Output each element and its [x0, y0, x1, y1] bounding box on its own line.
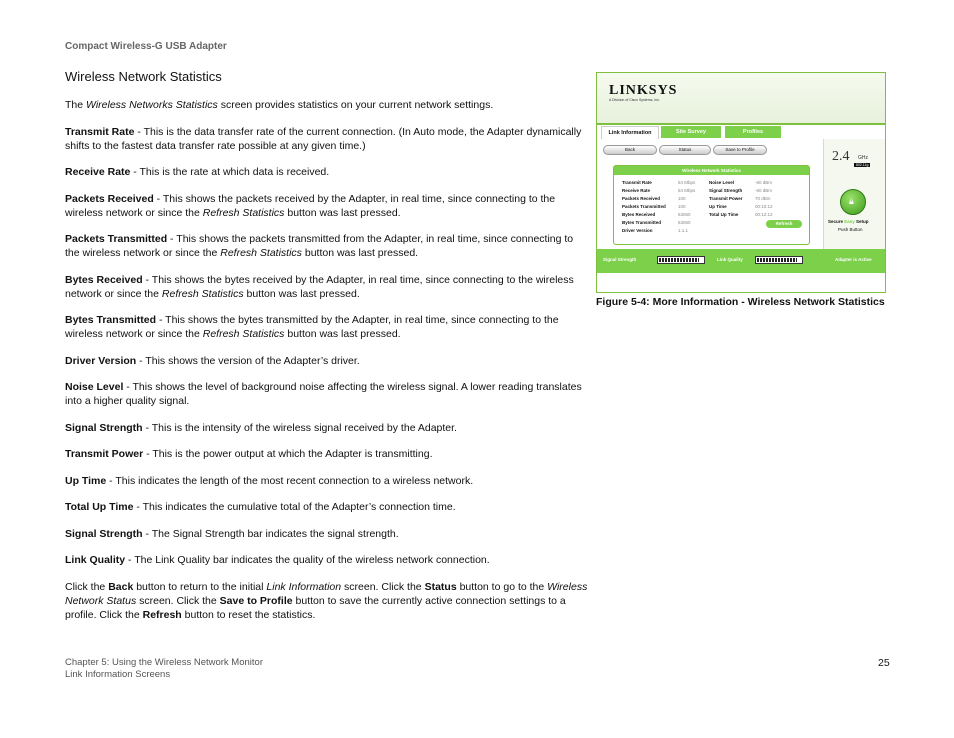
running-header: Compact Wireless-G USB Adapter	[65, 41, 227, 52]
figure-header	[597, 73, 885, 125]
receive-rate-paragraph: Receive Rate - This is the rate at which data is received.	[65, 166, 330, 178]
transmit-power-paragraph: Transmit Power - This is the power output at which the Adapter is transmitting.	[65, 448, 433, 460]
link-quality-bar	[755, 256, 803, 264]
lock-icon: 🔒︎	[849, 196, 854, 206]
intro-paragraph: The Wireless Networks Statistics screen provides statistics on your current network settings.	[65, 99, 494, 111]
body-text	[65, 98, 590, 634]
status-button[interactable]: Status	[659, 145, 711, 155]
signal-strength-label: Signal Strength	[603, 257, 637, 262]
side-panel	[823, 139, 886, 249]
total-up-time-paragraph: Total Up Time - This indicates the cumulative total of the Adapter’s connection time.	[65, 501, 456, 513]
up-time-paragraph: Up Time - This indicates the length of the most recent connection to a wireless network.	[65, 474, 474, 487]
secure-easy-setup-button[interactable]	[840, 189, 866, 215]
standard-badge: 802.11g	[856, 163, 869, 167]
signal-strength-paragraph: Signal Strength - This is the intensity of the wireless signal received by the Adapter.	[65, 421, 457, 434]
tab-site-survey[interactable]: Site Survey	[661, 126, 721, 138]
transmit-rate-paragraph: Transmit Rate - This is the data transfer rate of the current connection. (In Auto mode, the Adapter dynamically shifts to the fastest data transfer rate possible at any given time.)	[65, 125, 582, 152]
tab-bar	[597, 125, 885, 139]
noise-level-paragraph: Noise Level - This shows the level of background noise affecting the wireless signal. A lower reading translates into a higher quality signal.	[65, 381, 582, 407]
closing-paragraph: Click the Back button to return to the initial Link Information screen. Click the Status button to go to the Wireless Network Status screen. Click the Save to Profile button to save the currently active connection settings to a profile. Click the Refresh button to reset the statistics.	[65, 580, 588, 621]
footer-chapter: Chapter 5: Using the Wireless Network Monitor	[65, 657, 263, 668]
packets-transmitted-paragraph: Packets Transmitted - This shows the packets transmitted from the Adapter, in real time, since connecting to the wireless network or since the Refresh Statistics button was last pressed.	[65, 233, 574, 259]
linksys-logo: LINKSYS	[609, 83, 678, 98]
refresh-button[interactable]: Refresh	[766, 220, 802, 228]
back-button[interactable]: Back	[603, 145, 657, 155]
link-quality-paragraph: Link Quality - The Link Quality bar indicates the quality of the wireless network connection.	[65, 554, 490, 566]
adapter-status: Adapter is Active	[835, 257, 872, 262]
link-quality-fill	[757, 258, 797, 262]
stats-box: Wireless Network Statistics Transmit Rate 54 Mbps Receive Rate 54 Mbps Packets Received 100 Packets Transmitted 100 Bytes Received 63060 Bytes Transmitted 63060 Driver Version 1.1.1 Noise Level -60 dBm Signal Strength -60 dBm Transmit Power 70 dBm Up Time 00:10:12 Total Up Time 00:12:12 Refresh	[613, 165, 810, 245]
status-bar	[597, 249, 885, 273]
ghz-label: 2.4	[832, 149, 850, 164]
footer-section: Link Information Screens	[65, 669, 171, 680]
main-panel	[597, 139, 823, 249]
section-title: Wireless Network Statistics	[65, 69, 222, 84]
ghz-unit: GHz	[858, 155, 868, 161]
save-to-profile-button[interactable]: Save to Profile	[713, 145, 767, 155]
logo-subtitle: A Division of Cisco Systems, Inc.	[609, 98, 660, 102]
signal-strength-bar-paragraph: Signal Strength - The Signal Strength bar indicates the signal strength.	[65, 527, 399, 540]
packets-received-paragraph: Packets Received - This shows the packets received by the Adapter, in real time, since connecting to the wireless network or since the Refresh Statistics button was last pressed.	[65, 192, 556, 219]
figure-screenshot	[596, 72, 886, 293]
driver-version-paragraph: Driver Version - This shows the version of the Adapter’s driver.	[65, 354, 360, 367]
tab-link-information[interactable]: Link Information	[601, 126, 659, 139]
stats-title: Wireless Network Statistics	[614, 166, 809, 175]
ses-label: Secure Easy Setup	[828, 219, 869, 224]
page-number: 25	[878, 657, 890, 669]
push-button-label: Push Button	[838, 227, 863, 232]
bytes-received-paragraph: Bytes Received - This shows the bytes received by the Adapter, in real time, since connecting to the wireless network or since the Refresh Statistics button was last pressed.	[65, 273, 574, 300]
footer	[65, 657, 263, 681]
bytes-transmitted-paragraph: Bytes Transmitted - This shows the bytes transmitted by the Adapter, in real time, since connecting to the wireless network or since the Refresh Statistics button was last pressed.	[65, 314, 559, 340]
link-quality-label: Link Quality	[717, 257, 743, 262]
tab-profiles[interactable]: Profiles	[725, 126, 781, 138]
signal-strength-fill	[659, 258, 699, 262]
figure-bottom	[597, 273, 885, 292]
figure-caption: Figure 5-4: More Information - Wireless Network Statistics	[596, 296, 885, 308]
signal-strength-bar	[657, 256, 705, 264]
